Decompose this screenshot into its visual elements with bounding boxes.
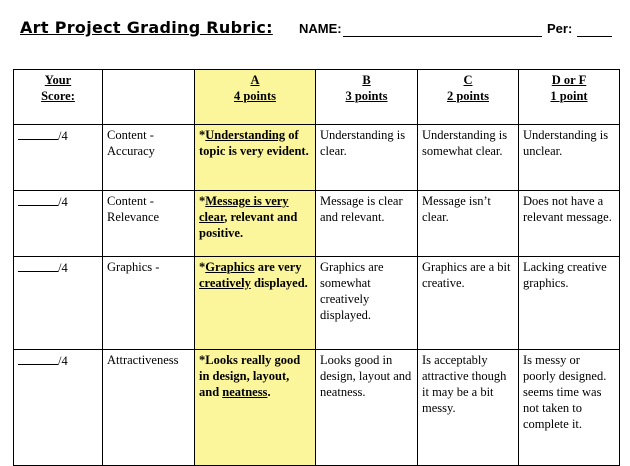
- header-a-points: 4 points: [233, 89, 277, 103]
- header-grade-c: [418, 70, 519, 125]
- period-field[interactable]: [577, 36, 612, 37]
- grade-c-cell: Message isn’t clear.: [418, 191, 519, 257]
- score-cell[interactable]: /4: [14, 350, 103, 466]
- grade-d-cell: Does not have a relevant message.: [519, 191, 620, 257]
- header-c-points: 2 points: [446, 89, 490, 103]
- period-label: Per:: [547, 21, 573, 36]
- rubric-table: [13, 69, 620, 466]
- grade-d-cell: Understanding is unclear.: [519, 125, 620, 191]
- header-b-letter: B: [362, 73, 371, 87]
- name-label: NAME:: [299, 21, 342, 36]
- header-grade-a: [195, 70, 316, 125]
- grade-c-cell: Graphics are a bit creative.: [418, 257, 519, 350]
- table-row: [14, 257, 620, 350]
- grade-b-cell: Looks good in design, layout and neatness.: [316, 350, 418, 466]
- grade-d-cell: Lacking creative graphics.: [519, 257, 620, 350]
- grade-c-cell: Understanding is somewhat clear.: [418, 125, 519, 191]
- grade-a-cell: *Understanding of topic is very evident.: [195, 125, 316, 191]
- header-d-points: 1 point: [550, 89, 588, 103]
- score-cell[interactable]: /4: [14, 257, 103, 350]
- header-score-line2: Score:: [41, 89, 75, 103]
- table-row: [14, 350, 620, 466]
- grade-a-cell: *Looks really good in design, layout, and neatness.: [195, 350, 316, 466]
- page-title: Art Project Grading Rubric:: [20, 18, 273, 37]
- grade-d-cell: Is messy or poorly designed. seems time was not taken to complete it.: [519, 350, 620, 466]
- header-c-letter: C: [463, 73, 473, 87]
- grade-c-cell: Is acceptably attractive though it may be a bit messy.: [418, 350, 519, 466]
- header-a-letter: A: [250, 73, 260, 87]
- table-row: [14, 191, 620, 257]
- criterion-cell: Content - Relevance: [103, 191, 195, 257]
- header-row: [14, 70, 620, 125]
- criterion-cell: Attractiveness: [103, 350, 195, 466]
- grade-b-cell: Graphics are somewhat creatively displayed.: [316, 257, 418, 350]
- header-grade-d: [519, 70, 620, 125]
- grade-a-cell: *Graphics are very creatively displayed.: [195, 257, 316, 350]
- table-row: [14, 125, 620, 191]
- score-cell[interactable]: /4: [14, 191, 103, 257]
- criterion-cell: Graphics -: [103, 257, 195, 350]
- grade-b-cell: Message is clear and relevant.: [316, 191, 418, 257]
- header-grade-b: [316, 70, 418, 125]
- header-criterion: [103, 70, 195, 125]
- header-score: [14, 70, 103, 125]
- name-field[interactable]: [343, 36, 542, 37]
- header: [20, 18, 620, 42]
- header-b-points: 3 points: [345, 89, 388, 103]
- score-cell[interactable]: /4: [14, 125, 103, 191]
- grade-b-cell: Understanding is clear.: [316, 125, 418, 191]
- grade-a-cell: *Message is very clear, relevant and positive.: [195, 191, 316, 257]
- criterion-cell: Content - Accuracy: [103, 125, 195, 191]
- header-score-line1: Your: [44, 73, 72, 87]
- header-d-letter: D or F: [551, 73, 587, 87]
